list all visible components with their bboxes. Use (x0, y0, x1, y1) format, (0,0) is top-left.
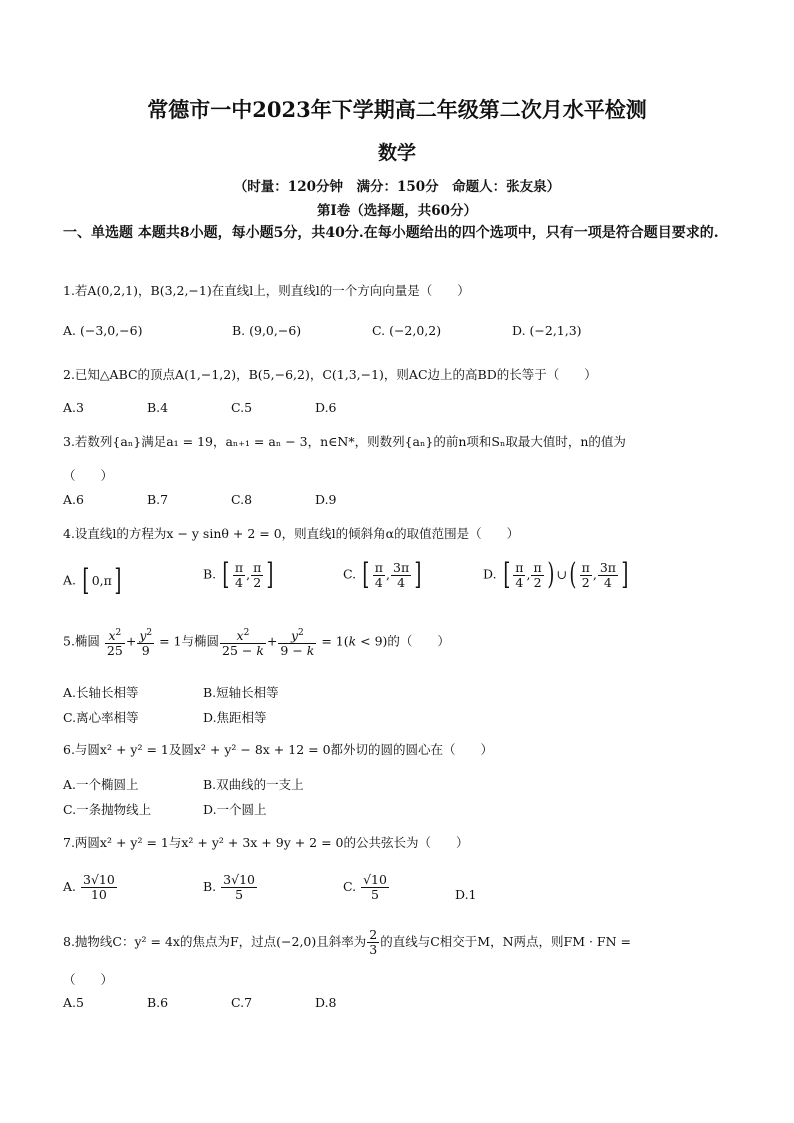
question-6-stem: 6.与圆x² + y² = 1及圆x² + y² − 8x + 12 = 0都外切的圆的圆心在（ ） (63, 742, 494, 757)
question-8-stem: 8.抛物线C：y² = 4x的焦点为F，过点(−2,0)且斜率为 $\frac{2}{3}$ 的直线与C相交于M，N两点，则FM · FN = (63, 927, 631, 957)
q5-option-d: D.焦距相等 (203, 710, 267, 725)
q6-option-c: C.一条抛物线上 (63, 802, 152, 817)
q7-option-c: C. $\frac{√10}{5}$ (343, 872, 387, 902)
q7-option-b-label: B. (203, 879, 217, 894)
q2-option-a: A.3 (63, 400, 84, 415)
question-8-blank: （ ） (63, 972, 114, 987)
q1-option-b: B. (9,0,−6) (232, 323, 302, 338)
q7-option-d: D.1 (455, 887, 477, 902)
q6-option-b: B.双曲线的一支上 (203, 777, 304, 792)
q7-option-a-label: A. (63, 879, 77, 894)
q5-option-c: C.离心率相等 (63, 710, 139, 725)
q5-option-b: B.短轴长相等 (203, 685, 279, 700)
q8-stem-b: 的直线与C相交于M，N两点，则FM · FN = (380, 934, 631, 949)
q2-option-d: D.6 (315, 400, 337, 415)
q1-option-a: A. (−3,0,−6) (63, 323, 143, 338)
q3-option-b: B.7 (147, 492, 169, 507)
q4-option-b-label: B. (203, 566, 217, 582)
q3-option-d: D.9 (315, 492, 337, 507)
q7-option-a: A. $\frac{3√10}{10}$ (63, 872, 115, 902)
q3-option-c: C.8 (231, 492, 253, 507)
q4-option-b (203, 557, 276, 592)
q4-option-a-interval: [ 0,π] (82, 563, 122, 598)
q4-option-c (343, 557, 424, 592)
q2-option-c: C.5 (231, 400, 253, 415)
q8-option-c: C.7 (231, 995, 253, 1010)
q1-option-d: D. (−2,1,3) (512, 323, 582, 338)
section-heading: 一、单选题 本题共8小题，每小题5分，共40分.在每小题给出的四个选项中，只有一项是符合题目要求的. (63, 225, 719, 241)
q8-option-d: D.8 (315, 995, 337, 1010)
q4-option-d-interval: [ $\frac{\pi}{4}$ , $\frac{\pi}{2}$ ) ∪( $\frac{\pi}{2}$ , $\frac{3\pi}{4}$ ] (502, 557, 629, 592)
q4-option-a-label: A. (63, 572, 77, 588)
paper-title: 常德市一中2023年下学期高二年级第二次月水平检测 (147, 97, 647, 122)
q5-prefix: 5.椭圆 (63, 633, 100, 649)
q8-option-b: B.6 (147, 995, 169, 1010)
q8-stem-a: 8.抛物线C：y² = 4x的焦点为F，过点(−2,0)且斜率为 (63, 934, 367, 949)
q4-option-b-interval: [ $\frac{\pi}{4}$ , $\frac{\pi}{2}$ ] (222, 557, 274, 592)
question-3-blank: （ ） (63, 468, 114, 483)
q5-option-a: A.长轴长相等 (63, 685, 139, 700)
q6-option-d: D.一个圆上 (203, 802, 267, 817)
q3-option-a: A.6 (63, 492, 84, 507)
q2-option-b: B.4 (147, 400, 169, 415)
q4-option-c-interval: [ $\frac{\pi}{4}$ , $\frac{3\pi}{4}$ ] (362, 557, 422, 592)
q1-option-c: C. (−2,0,2) (372, 323, 442, 338)
q4-option-c-label: C. (343, 566, 357, 582)
volume-heading: 第Ⅰ卷（选择题，共60分） (316, 203, 478, 219)
subject-heading: 数学 (377, 142, 416, 164)
question-7-stem: 7.两圆x² + y² = 1与x² + y² + 3x + 9y + 2 = 0的公共弦长为（ ） (63, 835, 469, 850)
q7-option-b: B. $\frac{3√10}{5}$ (203, 872, 255, 902)
question-5-stem: 5.椭圆 $\frac{x^2}{25}$ + $\frac{y^2}{9}$ = 1与椭圆 $\frac{x^2}{25 - k}$ + $\frac{y^2}{9 - k}$ = 1(k < 9)的（ ） (63, 628, 450, 659)
q8-option-a: A.5 (63, 995, 84, 1010)
question-2-stem: 2.已知△ABC的顶点A(1,−1,2)，B(5,−6,2)，C(1,3,−1)，则AC边上的高BD的长等于（ ） (63, 367, 597, 382)
question-1-stem: 1.若A(0,2,1)，B(3,2,−1)在直线l上，则直线l的一个方向向量是（ ） (63, 283, 470, 298)
q4-option-d (483, 557, 631, 592)
q7-option-c-label: C. (343, 879, 357, 894)
q4-option-a (63, 563, 124, 598)
q5-mid: 与椭圆 (181, 633, 219, 649)
exam-meta: （时量：120分钟 满分：150分 命题人：张友泉） (233, 179, 561, 195)
q6-option-a: A.一个椭圆上 (63, 777, 139, 792)
q4-option-d-label: D. (483, 566, 497, 582)
question-3-stem: 3.若数列{aₙ}满足a₁ = 19，aₙ₊₁ = aₙ − 3，n∈N*，则数列{aₙ}的前n项和Sₙ取最大值时，n的值为 (63, 434, 626, 449)
question-4-stem: 4.设直线l的方程为x − y sinθ + 2 = 0，则直线l的倾斜角α的取值范围是（ ） (63, 526, 520, 541)
q5-suffix: 的（ ） (387, 633, 450, 649)
